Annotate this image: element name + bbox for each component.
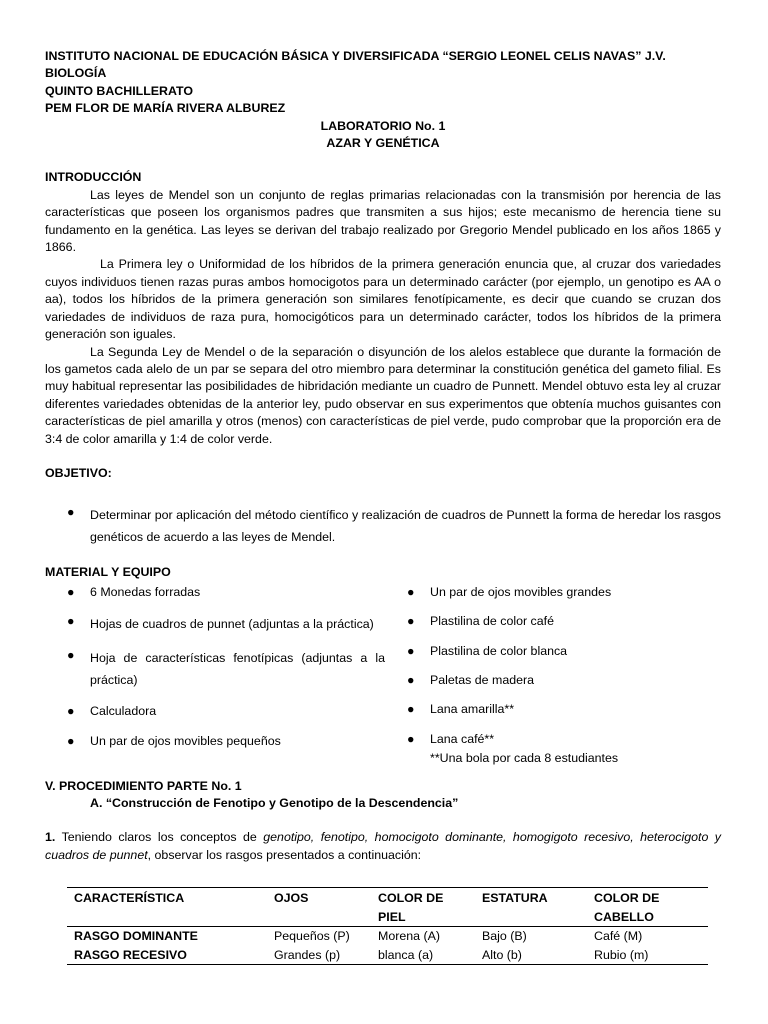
materials-list-left bbox=[45, 584, 385, 768]
bullet-icon: ● bbox=[407, 702, 415, 717]
bullet-icon: ● bbox=[407, 731, 415, 746]
procedure-heading: V. PROCEDIMIENTO PARTE No. 1 bbox=[45, 778, 242, 793]
table-row bbox=[67, 946, 708, 965]
objective-list bbox=[45, 504, 721, 548]
materials-list-right bbox=[385, 584, 699, 768]
lab-number: LABORATORIO No. 1 bbox=[320, 118, 446, 133]
objective-item bbox=[45, 504, 721, 548]
intro-heading: INTRODUCCIÓN bbox=[45, 170, 142, 185]
table-cell: Alto (b) bbox=[482, 947, 522, 962]
bullet-icon: ● bbox=[407, 643, 415, 658]
material-item: ● Lana amarilla** bbox=[385, 701, 699, 718]
table-cell: Morena (A) bbox=[378, 929, 440, 944]
materials-heading: MATERIAL Y EQUIPO bbox=[45, 565, 171, 580]
procedure-subheading: A. “Construcción de Fenotipo y Genotipo de la Descendencia” bbox=[90, 796, 459, 810]
institute-name: INSTITUTO NACIONAL DE EDUCACIÓN BÁSICA Y DIVERSIFICADA “SERGIO LEONEL CELIS NAVAS” J.V. bbox=[45, 49, 666, 63]
header-hair-color: COLOR DE CABELLO bbox=[594, 891, 660, 924]
bullet-icon: ● bbox=[67, 733, 75, 748]
material-item: ● Hoja de características fenotípicas (adjuntas a la práctica) bbox=[67, 648, 385, 688]
objective-text: Determinar por aplicación del método científico y realización de cuadros de Punnett la forma de heredar los rasgos genéticos de acuerdo a las leyes de Mendel. bbox=[90, 508, 721, 545]
lab-title: AZAR Y GENÉTICA bbox=[326, 136, 440, 151]
material-item: ● Un par de ojos movibles pequeños bbox=[45, 733, 385, 750]
table-cell: Grandes (p) bbox=[274, 947, 341, 962]
table-row bbox=[67, 927, 708, 946]
material-item: ● Un par de ojos movibles grandes bbox=[385, 584, 699, 601]
traits-table bbox=[67, 887, 708, 965]
table-header-row bbox=[67, 888, 708, 927]
header-height: ESTATURA bbox=[482, 891, 548, 906]
materials-columns bbox=[45, 584, 721, 768]
bullet-icon: ● bbox=[407, 672, 415, 687]
teacher-name: PEM FLOR DE MARÍA RIVERA ALBUREZ bbox=[45, 101, 286, 116]
document-page bbox=[45, 48, 721, 965]
intro-paragraph-2: La Primera ley o Uniformidad de los híbridos de la primera generación enuncia que, al cruzar dos variedades cuyos individuos tienen razas puras ambos homocigotos para un determinado carácter (por ejemplo, un genotipo es AA o aa), todos los híbridos de la primera generación son similares fenotípicamente, es decir que cuando se cruzan dos variedades de individuos de raza pura, homocigóticos para un determinado carácter, todos los híbridos de la primera generación son iguales. bbox=[45, 257, 721, 342]
grade: QUINTO BACHILLERATO bbox=[45, 83, 193, 98]
intro-paragraph-1: Las leyes de Mendel son un conjunto de reglas primarias relacionadas con la transmisión por herencia de las características que poseen los organismos padres que transmiten a sus hijos; este mecanismo de herencia tiene su fundamento en la genética. Las leyes se derivan del trabajo realizado por Gregorio Mendel publicado en los años 1865 y 1866. bbox=[45, 187, 721, 255]
table-cell: Café (M) bbox=[594, 929, 643, 944]
header-characteristic: CARACTERÍSTICA bbox=[74, 891, 185, 906]
bullet-icon: ● bbox=[67, 614, 75, 629]
objective-heading: OBJETIVO: bbox=[45, 465, 112, 480]
material-item: ● Calculadora bbox=[45, 703, 385, 720]
header-eyes: OJOS bbox=[274, 891, 309, 906]
subject: BIOLOGÍA bbox=[45, 66, 107, 81]
bullet-icon: ● bbox=[407, 614, 415, 629]
bullet-icon: ● bbox=[67, 505, 75, 520]
material-item: ● Lana café** **Una bola por cada 8 estudiantes bbox=[385, 731, 699, 768]
material-item: ● Hojas de cuadros de punnet (adjuntas a la práctica) bbox=[67, 614, 374, 632]
material-item: ● 6 Monedas forradas bbox=[45, 584, 385, 601]
table-cell: Rubio (m) bbox=[594, 947, 649, 962]
table-cell: blanca (a) bbox=[378, 947, 434, 962]
table-cell: Bajo (B) bbox=[482, 929, 527, 944]
bullet-icon: ● bbox=[67, 648, 75, 663]
procedure-step-1: 1. Teniendo claros los conceptos de genotipo, fenotipo, homocigoto dominante, homogigoto recesivo, heterocigoto y cuadros de punnet, observar los rasgos presentados a continuación: bbox=[45, 830, 721, 862]
header-skin-color: COLOR DE PIEL bbox=[378, 891, 444, 924]
row-label: RASGO RECESIVO bbox=[74, 947, 187, 962]
material-item: ● Paletas de madera bbox=[385, 672, 699, 689]
bullet-icon: ● bbox=[67, 704, 75, 719]
bullet-icon: ● bbox=[407, 584, 415, 599]
materials-note: **Una bola por cada 8 estudiantes bbox=[430, 751, 619, 766]
row-label: RASGO DOMINANTE bbox=[74, 929, 198, 944]
table-cell: Pequeños (P) bbox=[274, 929, 350, 944]
material-item: ● Plastilina de color café bbox=[385, 613, 699, 630]
intro-paragraph-3: La Segunda Ley de Mendel o de la separación o disyunción de los alelos establece que durante la formación de los gametos cada alelo de un par se separa del otro miembro para determinar la constitución genética del gameto filial. Es muy habitual representar las posibilidades de hibridación mediante un cuadro de Punnett. Mendel obtuvo esta ley al cruzar diferentes variedades obtenidas de la anterior ley, pudo observar en sus experimentos que obtenía muchos guisantes con características de piel amarilla y otros (menos) con características de piel verde, pudo comprobar que la proporción era de 3:4 de color amarilla y 1:4 de color verde. bbox=[45, 344, 721, 446]
material-item: ● Plastilina de color blanca bbox=[385, 643, 699, 660]
bullet-icon: ● bbox=[67, 584, 75, 599]
